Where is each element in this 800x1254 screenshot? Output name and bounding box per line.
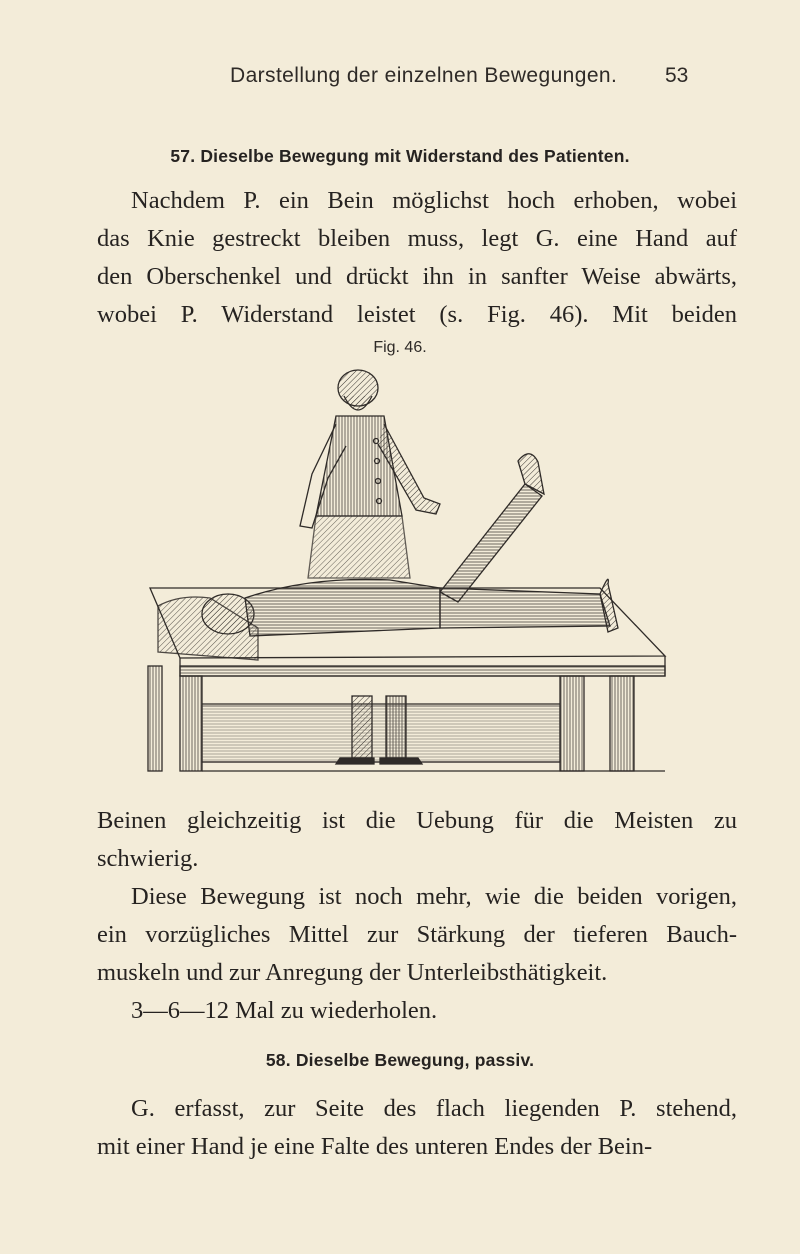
running-title: Darstellung der einzelnen Bewegungen. [230, 64, 618, 87]
paragraph-2 [97, 878, 737, 1030]
section-heading-58: 58. Dieselbe Bewegung, passiv. [265, 1050, 535, 1070]
text-line: Beinen gleichzeitig ist die Uebung für die Meisten zu [97, 807, 737, 834]
text-line: Diese Bewegung ist noch mehr, wie die beiden vorigen, [131, 883, 737, 910]
text-line: wobei P. Widerstand leistet (s. Fig. 46). Mit beiden [97, 301, 737, 328]
text-line: mit einer Hand je eine Falte des unteren Endes der Bein- [97, 1133, 653, 1160]
running-head [0, 64, 800, 98]
paragraph-1-continued [97, 802, 737, 878]
text-line: den Oberschenkel und drückt ihn in sanfter Weise abwärts, [97, 263, 737, 290]
figure-46-illustration [140, 366, 670, 781]
paragraph-58 [97, 1090, 737, 1166]
text-line: das Knie gestreckt bleiben muss, legt G. eine Hand auf [97, 225, 737, 252]
paragraph-1 [97, 182, 737, 334]
text-line: Nachdem P. ein Bein möglichst hoch erhoben, wobei [131, 187, 737, 214]
figure-caption: Fig. 46. [373, 339, 427, 356]
text-line: G. erfasst, zur Seite des flach liegenden P. stehend, [131, 1095, 737, 1122]
text-line: muskeln und zur Anregung der Unterleibsthätigkeit. [97, 959, 608, 986]
section-heading-57: 57. Dieselbe Bewegung mit Widerstand des Patienten. [170, 146, 630, 166]
text-line: ein vorzügliches Mittel zur Stärkung der tieferen Bauch- [97, 921, 737, 948]
text-line: schwierig. [97, 845, 199, 872]
page-number: 53 [665, 64, 689, 87]
repetition-line: 3—6—12 Mal zu wiederholen. [131, 997, 438, 1024]
